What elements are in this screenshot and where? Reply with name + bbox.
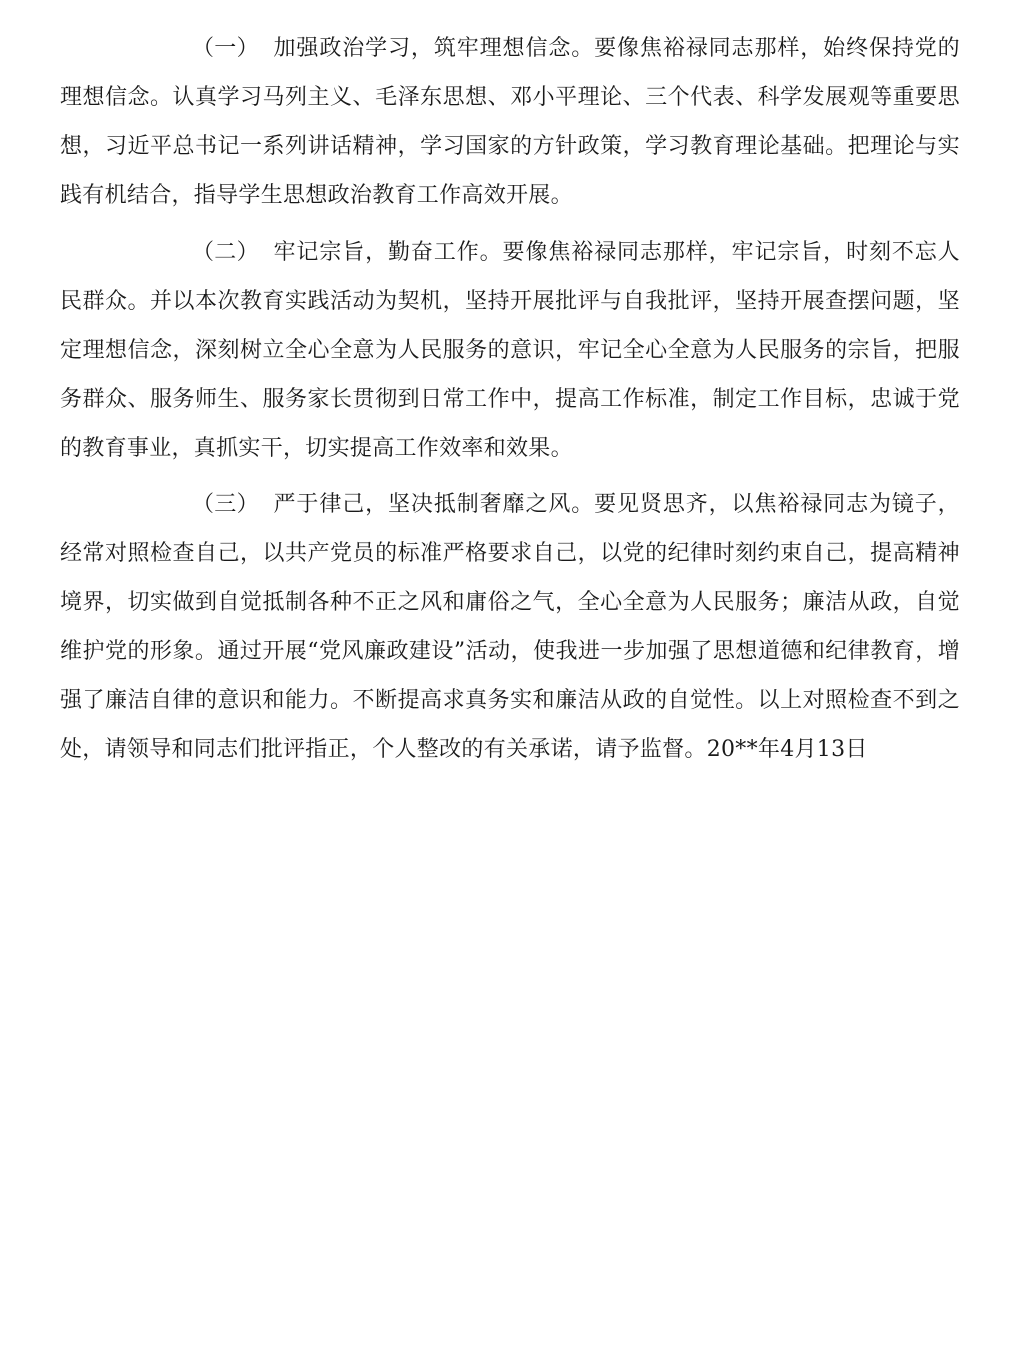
paragraph-3-text: 严于律己，坚决抵制奢靡之风。要见贤思齐，以焦裕禄同志为镜子，经常对照检查自己，以共产党员的标准严格要求自己，以党的纪律时刻约束自己，提高精神境界，切实做到自觉抵制各种不正之风和庸俗之气，全心全意为人民服务；廉洁从政，自觉维护党的形象。通过开展“党风廉政建设”活动，使我进一步加强了思想道德和纪律教育，增强了廉洁自律的意识和能力。不断提高求真务实和廉洁从政的自觉性。以上对照检查不到之处，请领导和同志们批评指正，个人整改的有关承诺，请予监督。20**年4月13日	[60, 492, 960, 762]
paragraph-1	[60, 24, 960, 220]
paragraph-2	[60, 228, 960, 473]
paragraph-3-number: （三）	[192, 492, 259, 517]
paragraph-2-text: 牢记宗旨，勤奋工作。要像焦裕禄同志那样，牢记宗旨，时刻不忘人民群众。并以本次教育实践活动为契机，坚持开展批评与自我批评，坚持开展查摆问题，坚定理想信念，深刻树立全心全意为人民服务的意识，牢记全心全意为人民服务的宗旨，把服务群众、服务师生、服务家长贯彻到日常工作中，提高工作标准，制定工作目标，忠诚于党的教育事业，真抓实干，切实提高工作效率和效果。	[60, 240, 960, 461]
paragraph-2-number: （二）	[192, 240, 259, 265]
paragraph-1-number: （一）	[192, 36, 259, 61]
paragraph-1-text: 加强政治学习，筑牢理想信念。要像焦裕禄同志那样，始终保持党的理想信念。认真学习马列主义、毛泽东思想、邓小平理论、三个代表、科学发展观等重要思想，习近平总书记一系列讲话精神，学习国家的方针政策，学习教育理论基础。把理论与实践有机结合，指导学生思想政治教育工作高效开展。	[60, 36, 960, 208]
paragraph-3	[60, 480, 960, 774]
